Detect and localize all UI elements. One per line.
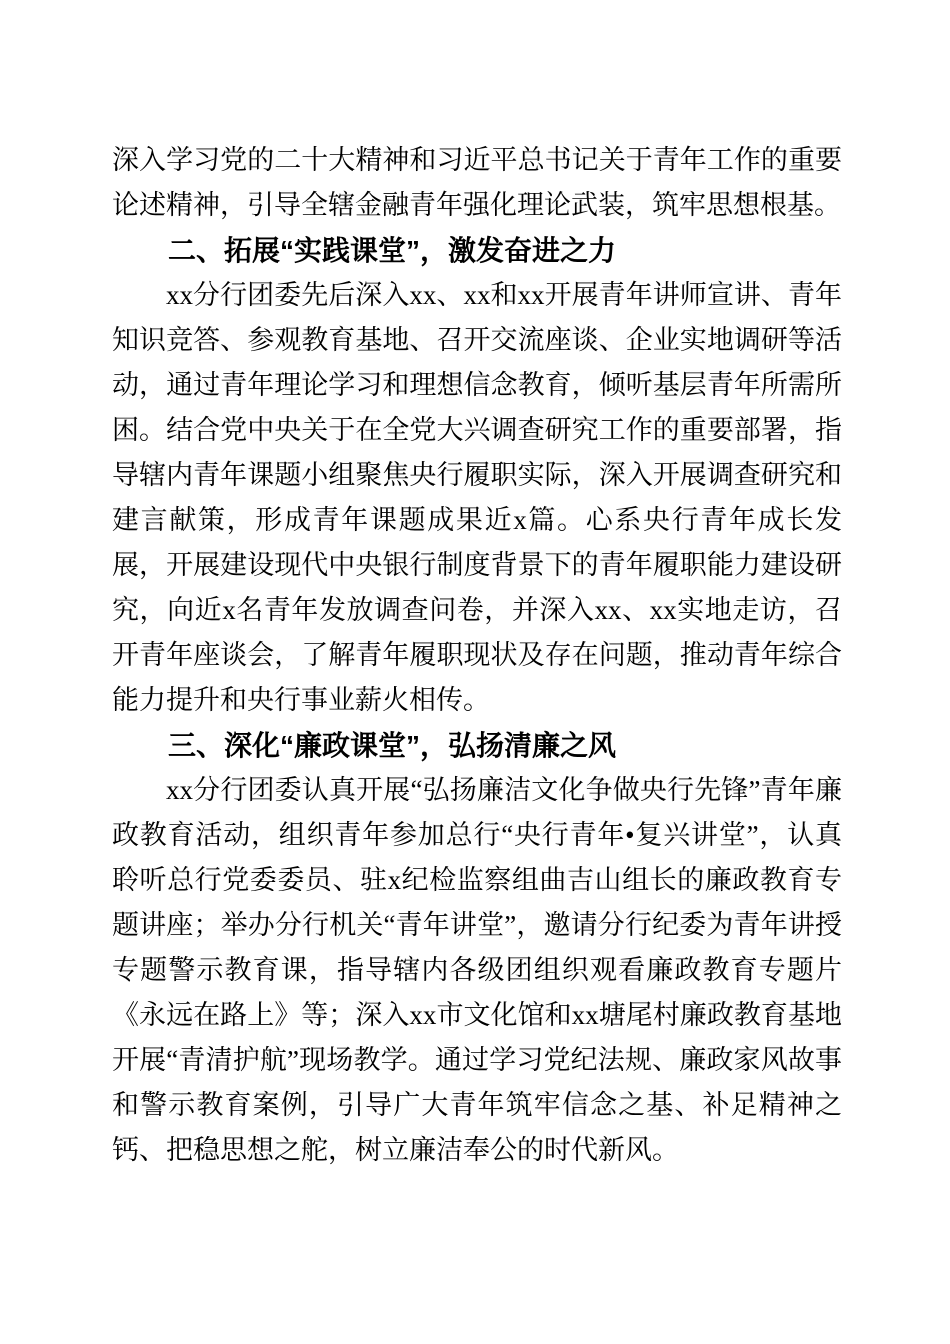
paragraph-continuation: 深入学习党的二十大精神和习近平总书记关于青年工作的重要论述精神，引导全辖金融青年强化理论武装，筑牢思想根基。 <box>112 145 842 220</box>
section-paragraph-2: xx分行团委先后深入xx、xx和xx开展青年讲师宣讲、青年知识竞答、参观教育基地、召开交流座谈、企业实地调研等活动，通过青年理论学习和理想信念教育，倾听基层青年所需所困。结合党中央关于在全党大兴调查研究工作的重要部署，指导辖内青年课题小组聚焦央行履职实际，深入开展调查研究和建言献策，形成青年课题成果近x篇。心系央行青年成长发展，开展建设现代中央银行制度背景下的青年履职能力建设研究，向近x名青年发放调查问卷，并深入xx、xx实地走访，召开青年座谈会，了解青年履职现状及存在问题，推动青年综合能力提升和央行事业薪火相传。 <box>112 280 842 715</box>
section-heading-3: 三、深化“廉政课堂”，弘扬清廉之风 <box>168 730 617 761</box>
section-heading-2: 二、拓展“实践课堂”，激发奋进之力 <box>168 235 617 266</box>
section-paragraph-3: xx分行团委认真开展“弘扬廉洁文化争做央行先锋”青年廉政教育活动，组织青年参加总行“央行青年•复兴讲堂”，认真聆听总行党委委员、驻x纪检监察组曲吉山组长的廉政教育专题讲座；举办分行机关“青年讲堂”，邀请分行纪委为青年讲授专题警示教育课，指导辖内各级团组织观看廉政教育专题片《永远在路上》等；深入xx市文化馆和xx塘尾村廉政教育基地开展“青清护航”现场教学。通过学习党纪法规、廉政家风故事和警示教育案例，引导广大青年筑牢信念之基、补足精神之钙、把稳思想之舵，树立廉洁奉公的时代新风。 <box>112 775 842 1165</box>
document-content <box>112 138 842 1173</box>
